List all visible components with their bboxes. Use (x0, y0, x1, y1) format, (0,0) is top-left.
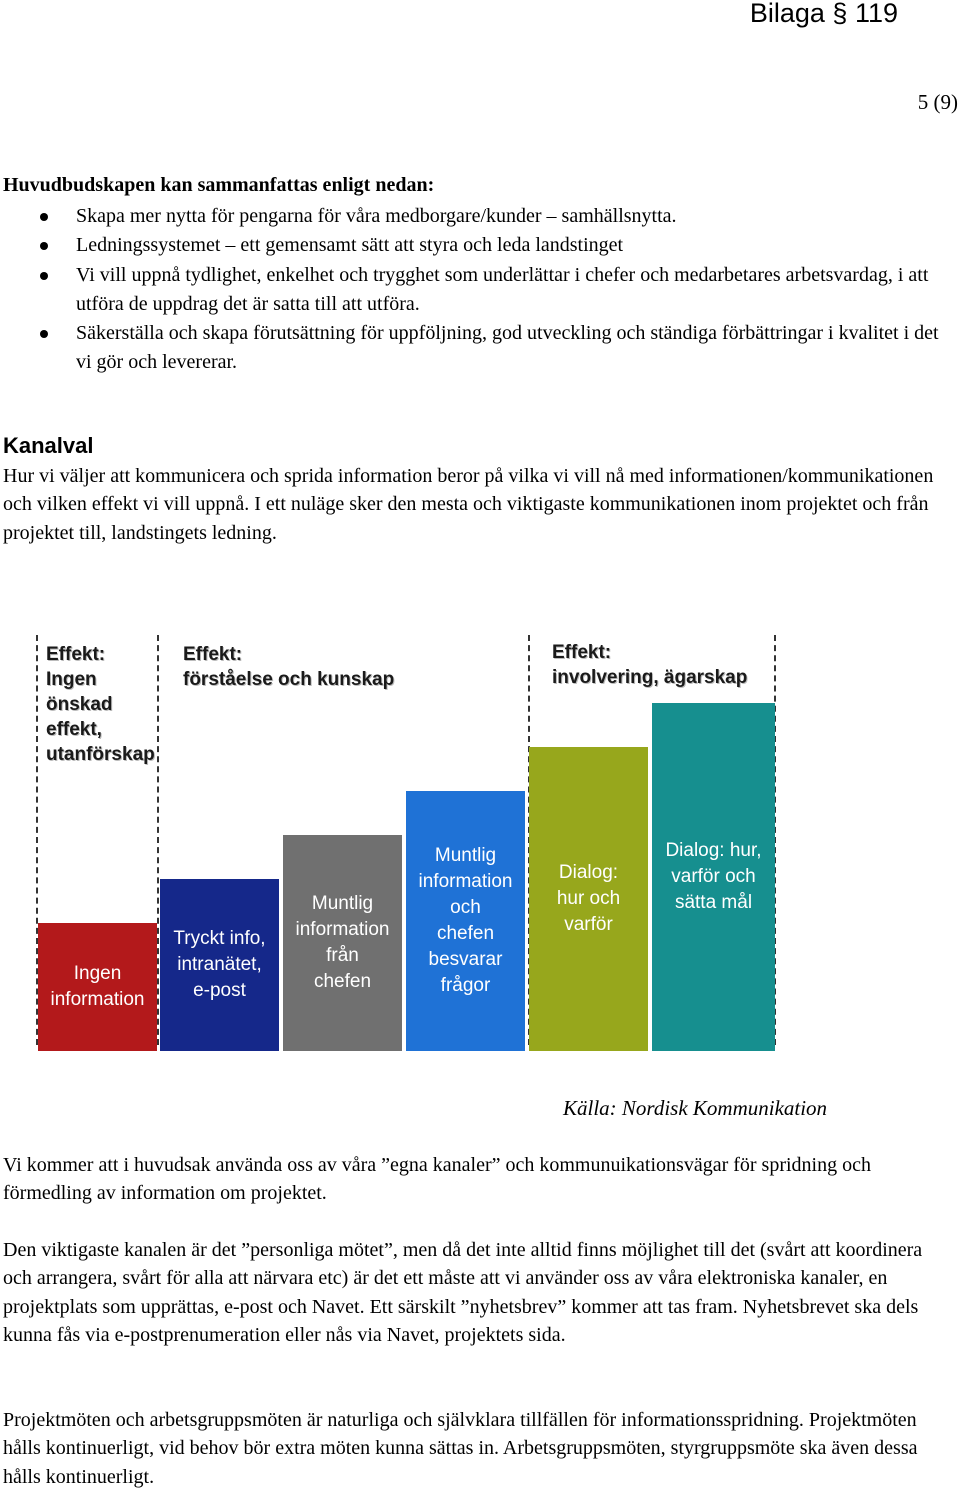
bullet-dot-icon (40, 213, 48, 221)
bar-label: Tryckt info, intranätet, e-post (173, 928, 266, 1001)
bullet-item (0, 202, 950, 231)
bullet-text: Säkerställa och skapa förutsättning för uppföljning, god utveckling och ständiga förbättringar i kvalitet i det vi gör och levererar. (76, 322, 939, 374)
bar-label: Dialog: hur, varför och sätta mål (665, 840, 762, 913)
bar-label: Dialog: hur och varför (556, 862, 621, 935)
bullet-text: Ledningssystemet – ett gemensamt sätt att styra och leda landstinget (76, 234, 624, 257)
bar-label: Muntlig information och chefen besvarar frågor (418, 845, 513, 996)
bar-dialog-how-why (529, 747, 648, 1051)
figure-source: Källa: Nordisk Kommunikation (563, 1096, 828, 1120)
effect-label-understanding: Effekt: förståelse och kunskap (183, 644, 395, 690)
bar-label: Ingen information (50, 963, 145, 1010)
most-important-channel-paragraph: Den viktigaste kanalen är det ”personliga mötet”, men då det inte alltid finns möjlighet till det (svårt att koordinera och arrangera, svårt för alla att närvara etc) är det ett måste att vi använder oss av våra elektroniska kanaler, en projektplats som upprättas, e-post och Navet. Ett särskilt ”nyhetsbrev” kommer att tas fram. Nyhetsbrevet ska dels kunna fås via e-postprenumeration eller nås via Navet, projektets sida. (3, 1239, 923, 1347)
bullet-dot-icon (40, 272, 48, 280)
bullet-item (0, 261, 950, 320)
bar-no-information (38, 923, 157, 1051)
communication-effect-figure (30, 632, 782, 1054)
bullet-item (0, 231, 950, 260)
bar-label: Muntlig information från chefen (295, 893, 390, 992)
project-meetings-paragraph: Projektmöten och arbetsgruppsmöten är naturliga och självklara tillfällen för informationsspridning. Projektmöten hålls kontinuerligt, vid behov bör extra möten kunna sättas in. Arbetsgruppsmöten, styrgruppsmöte ska även dessa hålls kontinuerligt. (3, 1409, 918, 1488)
bullet-dot-icon (40, 242, 48, 250)
effect-label-none: Effekt: Ingen önskad effekt, utanförskap (46, 644, 155, 765)
page-number: 5 (9) (917, 90, 958, 114)
bullet-text: Skapa mer nytta för pengarna för våra medborgare/kunder – samhällsnytta. (76, 205, 677, 227)
divider-line (157, 635, 159, 1045)
bar-verbal-info (283, 835, 402, 1051)
bullet-text: Vi vill uppnå tydlighet, enkelhet och trygghet som underlättar i chefer och medarbetares arbetsvardag, i att utföra de uppdrag det är satta till att utföra. (76, 263, 929, 315)
bullet-item (0, 319, 950, 378)
kanalval-paragraph: Hur vi väljer att kommunicera och sprida information beror på vilka vi vill nå med informationen/kommunikationen och vilken effekt vi vill uppnå. I ett nuläge sker den mesta och viktigaste kommunikationen inom projektet och från projektet till, landstingets ledning. (3, 465, 934, 544)
appendix-title: Bilaga § 119 (749, 0, 898, 28)
bar-dialog-goals (652, 703, 775, 1051)
effect-label-involvement: Effekt: involvering, ägarskap (552, 642, 748, 688)
summary-bullet-list (0, 202, 950, 378)
summary-heading: Huvudbudskapen kan sammanfattas enligt nedan: (3, 174, 435, 196)
bar-verbal-info-questions (406, 791, 525, 1051)
bullet-dot-icon (40, 330, 48, 338)
kanalval-heading: Kanalval (3, 433, 94, 458)
bar-printed-info (160, 879, 279, 1051)
own-channels-paragraph: Vi kommer att i huvudsak använda oss av våra ”egna kanaler” och kommunuikationsvägar för spridning och förmedling av information om projektet. (3, 1154, 871, 1205)
